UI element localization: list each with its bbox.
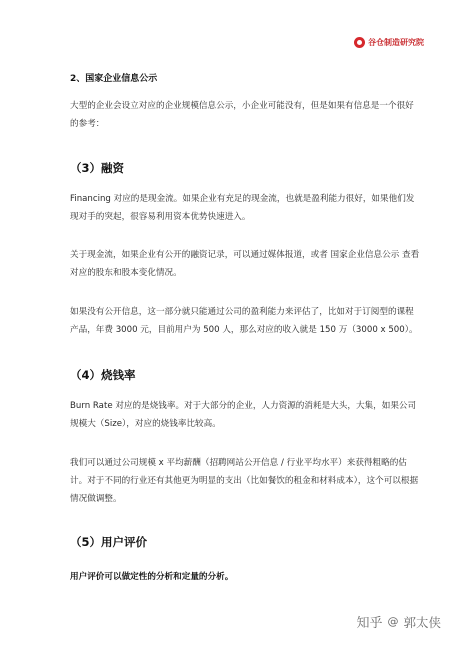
watermark-at: @ <box>387 615 399 628</box>
section-title: 2、国家企业信息公示 <box>70 74 158 84</box>
heading-financing: （3）融资 <box>70 161 125 175</box>
logo-text: 谷仓制造研究院 <box>368 38 424 47</box>
financing-paragraph-1: Financing 对应的是现金流。如果企业有充足的现金流，也就是盈利能力很好，如果他们发现对手的突起，很容易利用资本优势快速进入。 <box>70 194 415 222</box>
header-logo <box>354 37 424 48</box>
heading-user-review: （5）用户评价 <box>70 535 148 549</box>
user-review-paragraph: 用户评价可以做定性的分析和定量的分析。 <box>70 572 234 582</box>
watermark-brand: 知乎 <box>356 616 383 631</box>
watermark-author: 郭太侠 <box>403 614 441 630</box>
logo-mark-icon <box>354 37 365 48</box>
burn-rate-paragraph-1: Burn Rate 对应的是烧钱率。对于大部分的企业，人力资源的消耗是大头，大集，如果公司规模大（Size），对应的烧钱率比较高。 <box>70 401 417 429</box>
burn-rate-paragraph-2: 我们可以通过公司规模 x 平均薪酬（招聘网站公开信息 / 行业平均水平）来获得粗略的估计。对于不同的行业还有其他更为明显的支出（比如餐饮的租金和材料成本），这个可以根据情况做调整。 <box>70 458 419 504</box>
watermark <box>356 612 441 631</box>
intro-paragraph: 大型的企业会设立对应的企业规模信息公示，小企业可能没有，但是如果有信息是一个很好的参考： <box>70 101 414 129</box>
financing-paragraph-3: 如果没有公开信息，这一部分就只能通过公司的盈利能力来评估了，比如对于订阅型的课程产品，年费 3000 元，目前用户为 500 人，那么对应的收入就是 150 万（3000 x 500）。 <box>70 307 418 335</box>
heading-burn-rate: （4）烧钱率 <box>70 368 136 382</box>
financing-paragraph-2: 关于现金流，如果企业有公开的融资记录，可以通过媒体报道，或者 国家企业信息公示 查看对应的股东和股本变化情况。 <box>70 250 420 278</box>
